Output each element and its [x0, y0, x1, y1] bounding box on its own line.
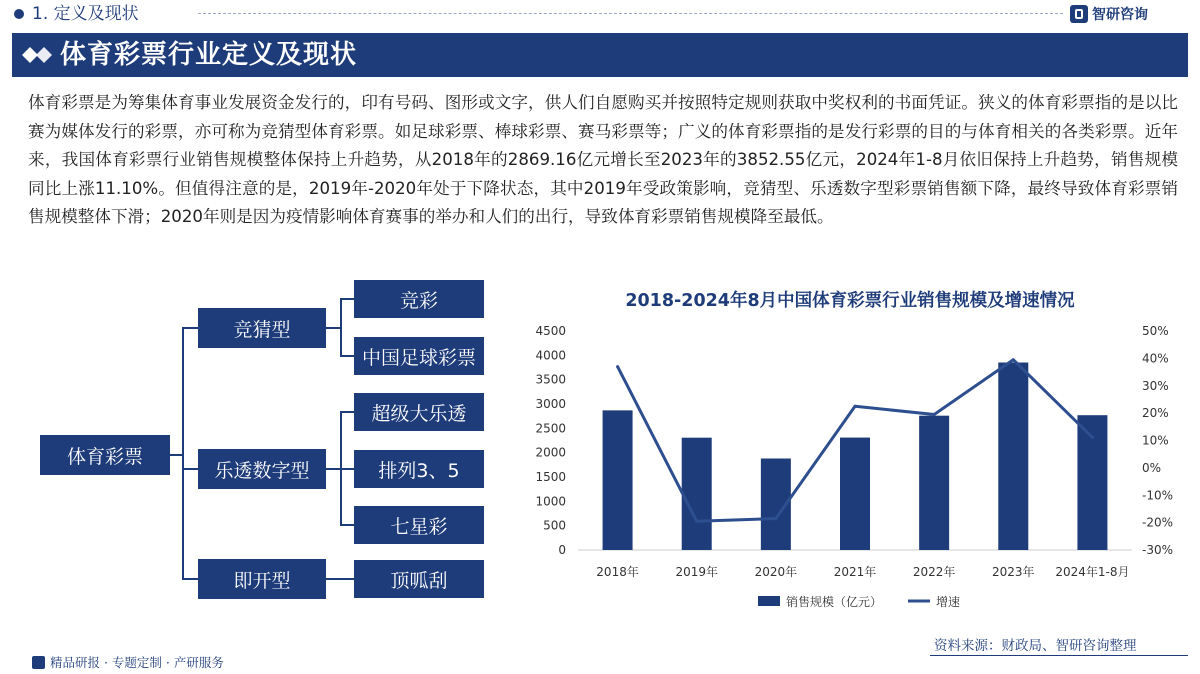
- growth-point: [695, 520, 698, 523]
- tree-connector: [340, 524, 354, 526]
- bar: [603, 410, 633, 550]
- y-left-tick-label: 2500: [535, 421, 566, 436]
- bar: [840, 438, 870, 550]
- logo-icon: [1070, 5, 1088, 23]
- y-left-tick-label: 3000: [535, 397, 566, 411]
- tree-leaf: 顶呱刮: [354, 560, 484, 598]
- tree-connector: [340, 355, 354, 357]
- tree-connector: [340, 298, 354, 300]
- intro-paragraph: 体育彩票是为筹集体育事业发展资金发行的，印有号码、图形或文字，供人们自愿购买并按照特定规则获取中奖权利的书面凭证。狭义的体育彩票指的是以比赛为媒体发行的彩票，亦可称为竞猜型体育彩票。如足球彩票、棒球彩票、赛马彩票等；广义的体育彩票指的是发行彩票的目的与体育相关的各类彩票。近年来，我国体育彩票行业销售规模整体保持上升趋势，从2018年的2869.16亿元增长至2023年的3852.55亿元，2024年1-8月依旧保持上升趋势，销售规模同比上涨11.10%。但值得注意的是，2019年-2020年处于下降状态，其中2019年受政策影响，竞猜型、乐透数字型彩票销售额下降，最终导致体育彩票销售规模整体下滑；2020年则是因为疫情影响体育赛事的举办和人们的出行，导致体育彩票销售规模降至最低。: [28, 93, 1178, 227]
- tree-connector: [326, 327, 340, 329]
- tree-connector: [182, 468, 198, 470]
- tree-leaf: 竞彩: [354, 280, 484, 318]
- source-note: 资料来源：财政局、智研咨询整理: [934, 638, 1137, 654]
- tree-connector: [340, 468, 354, 470]
- x-tick-label: 2023年: [992, 565, 1035, 579]
- tree-connector: [326, 468, 340, 470]
- y-left-tick-label: 1000: [535, 494, 566, 509]
- tree-branch-jingcai: 竞猜型: [198, 308, 326, 348]
- growth-point: [1091, 436, 1094, 439]
- y-right-tick-label: 30%: [1142, 378, 1169, 393]
- tree-leaf: 排列3、5: [354, 450, 484, 488]
- y-right-tick-label: -30%: [1142, 543, 1174, 557]
- tree-connector: [340, 411, 354, 413]
- tree-connector: [326, 578, 354, 580]
- chart-title: 2018-2024年8月中国体育彩票行业销售规模及增速情况: [625, 291, 1075, 311]
- y-right-tick-label: 10%: [1142, 433, 1169, 448]
- section-divider: [198, 13, 1063, 14]
- x-tick-label: 2020年: [754, 565, 798, 579]
- y-left-tick-label: 2000: [535, 445, 566, 460]
- diamond-icon: [22, 45, 56, 65]
- tree-branch-letou: 乐透数字型: [198, 449, 326, 489]
- tree-branch-jikai: 即开型: [198, 559, 326, 599]
- x-tick-label: 2021年: [833, 565, 877, 579]
- brand-logo: [1070, 4, 1148, 24]
- y-right-tick-label: 50%: [1142, 324, 1169, 338]
- growth-point: [774, 517, 777, 520]
- tree-root: 体育彩票: [40, 435, 170, 475]
- logo-icon: [32, 656, 45, 669]
- legend-bar-swatch: [758, 596, 780, 606]
- x-tick-label: 2018年: [596, 565, 639, 579]
- tree-leaf: 七星彩: [354, 506, 484, 544]
- y-right-tick-label: -10%: [1142, 488, 1174, 503]
- bar: [919, 416, 949, 550]
- tree-connector: [170, 454, 182, 456]
- bar: [682, 438, 712, 550]
- y-left-tick-label: 4500: [535, 324, 566, 338]
- x-tick-label: 2022年: [912, 565, 956, 579]
- growth-point: [1012, 358, 1015, 361]
- tree-connector: [340, 298, 342, 356]
- y-right-tick-label: 20%: [1142, 406, 1169, 421]
- y-right-tick-label: 0%: [1142, 460, 1162, 475]
- legend-label: 销售规模（亿元）: [786, 595, 883, 609]
- x-tick-label: 2024年1-8月: [1055, 565, 1130, 579]
- chart: [500, 315, 1180, 620]
- y-right-tick-label: 40%: [1142, 351, 1169, 366]
- y-left-tick-label: 0: [558, 543, 566, 557]
- page-title: 体育彩票行业定义及现状: [60, 40, 358, 70]
- y-left-tick-label: 1500: [535, 470, 566, 484]
- legend-label: 增速: [936, 595, 961, 609]
- y-left-tick-label: 4000: [535, 348, 566, 363]
- growth-point: [933, 413, 936, 416]
- section-dot: [14, 9, 24, 19]
- section-label: 1. 定义及现状: [32, 4, 139, 24]
- footer-tagline: 精品研报 · 专题定制 · 产研服务: [50, 655, 224, 670]
- y-right-tick-label: -20%: [1142, 515, 1174, 530]
- tree-leaf: 超级大乐透: [354, 393, 484, 431]
- tree-leaf: 中国足球彩票: [354, 337, 484, 375]
- source-underline: [930, 655, 1188, 656]
- y-left-tick-label: 500: [543, 518, 566, 533]
- bar: [998, 363, 1028, 550]
- growth-point: [616, 365, 619, 368]
- tree-connector: [182, 578, 198, 580]
- logo-text: 智研咨询: [1092, 7, 1148, 23]
- growth-point: [854, 405, 857, 408]
- tree-connector: [182, 327, 198, 329]
- x-tick-label: 2019年: [675, 565, 718, 579]
- y-left-tick-label: 3500: [535, 372, 566, 387]
- tree-connector: [182, 327, 184, 579]
